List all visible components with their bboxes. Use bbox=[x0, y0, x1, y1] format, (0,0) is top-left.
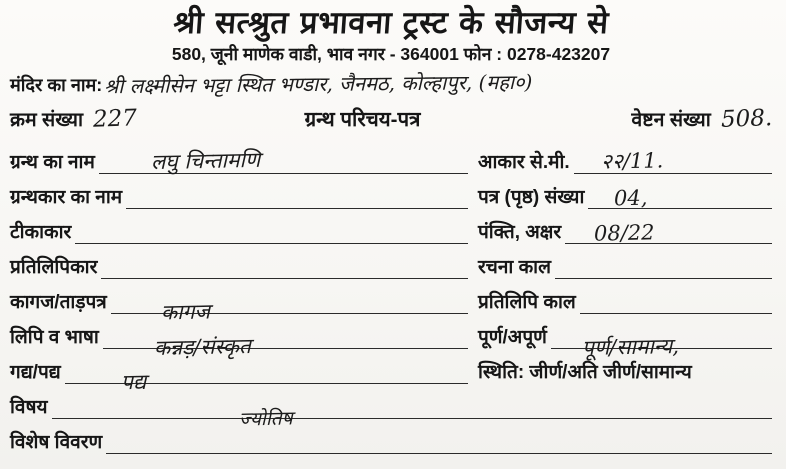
field-label: प्रतिलिपि काल bbox=[478, 291, 576, 313]
bundle-number-label: वेष्टन संख्या bbox=[631, 108, 711, 131]
fill-line bbox=[551, 313, 772, 360]
field-copyist bbox=[10, 244, 478, 279]
field-label: विषय bbox=[10, 396, 48, 418]
field-row bbox=[10, 209, 772, 244]
field-label: लिपि व भाषा bbox=[10, 326, 99, 348]
serial-number-value: 227 bbox=[92, 105, 138, 133]
field-label: पत्र (पृष्ठ) संख्या bbox=[478, 186, 585, 208]
field-row bbox=[10, 244, 772, 279]
fill-line bbox=[555, 243, 772, 279]
bundle-number-group bbox=[480, 105, 772, 132]
trust-title: श्री सत्श्रुत प्रभावना ट्रस्ट के सौजन्य से bbox=[172, 5, 610, 41]
field-paper-palmleaf bbox=[10, 279, 478, 325]
fields-grid bbox=[10, 139, 772, 454]
field-complete-incomplete bbox=[478, 314, 772, 360]
field-granth-name bbox=[10, 139, 478, 174]
field-label: रचना काल bbox=[478, 256, 551, 278]
field-label: गद्य/पद्य bbox=[10, 361, 61, 383]
field-lines-letters bbox=[478, 209, 772, 244]
fill-line bbox=[106, 418, 772, 454]
fill-line bbox=[101, 243, 468, 279]
field-label: प्रतिलिपिकार bbox=[10, 256, 98, 278]
field-row bbox=[10, 419, 772, 454]
field-size-cm bbox=[478, 139, 772, 174]
field-label: आकार से.मी. bbox=[478, 151, 570, 173]
fill-line bbox=[574, 138, 772, 174]
field-value: ज्योतिष bbox=[238, 407, 293, 431]
temple-name-value: श्री लक्ष्मीसेन भट्टा स्थित भण्डार, जैनमठ, कोल्हापुर, (महा०) bbox=[104, 69, 533, 99]
fill-line bbox=[696, 349, 772, 384]
fill-line bbox=[65, 348, 468, 395]
fill-line bbox=[75, 208, 468, 244]
field-row bbox=[10, 139, 772, 174]
field-label: पूर्ण/अपूर्ण bbox=[478, 326, 547, 348]
fill-line bbox=[111, 278, 468, 325]
field-value: पद्य bbox=[120, 369, 147, 395]
field-value: लघु चिन्तामणि bbox=[150, 147, 260, 174]
field-row bbox=[10, 279, 772, 325]
bundle-number-value: 508. bbox=[720, 104, 773, 133]
field-commentator bbox=[10, 209, 478, 244]
field-label: टीकाकार bbox=[10, 221, 72, 243]
field-author-name bbox=[10, 174, 478, 209]
field-value: कन्नड़/संस्कृत bbox=[153, 333, 252, 360]
serial-title-row bbox=[10, 105, 772, 133]
field-label: कागज/ताड़पत्र bbox=[10, 291, 107, 313]
field-row bbox=[10, 314, 772, 360]
serial-number-label: क्रम संख्या bbox=[10, 108, 84, 131]
fill-line bbox=[580, 278, 772, 314]
fill-line bbox=[565, 208, 772, 244]
field-label: ग्रन्थकार का नाम bbox=[10, 186, 123, 208]
field-row bbox=[10, 174, 772, 209]
field-value: पूर्ण/सामान्य, bbox=[581, 333, 679, 360]
field-value: २२/11. bbox=[601, 148, 664, 174]
field-script-language bbox=[10, 314, 478, 360]
trust-address: 580, जूनी माणेक वाडी, भाव नगर - 364001 फोन : 0278-423207 bbox=[171, 43, 611, 64]
field-label: ग्रन्थ का नाम bbox=[10, 151, 95, 173]
form-title: ग्रन्थ परिचय-पत्र bbox=[304, 107, 421, 131]
temple-name-row bbox=[10, 70, 772, 97]
field-label: स्थिति: जीर्ण/अति जीर्ण/सामान्य bbox=[478, 361, 692, 383]
fill-line bbox=[99, 138, 468, 174]
field-value: कागज bbox=[160, 299, 211, 325]
field-copy-period bbox=[478, 279, 772, 314]
field-label: विशेष विवरण bbox=[10, 431, 103, 453]
field-label: पंक्ति, अक्षर bbox=[478, 221, 562, 243]
fill-line bbox=[103, 313, 468, 360]
field-value: 04, bbox=[613, 185, 648, 211]
field-page-count bbox=[478, 174, 772, 209]
field-special-details bbox=[10, 419, 772, 454]
fill-line bbox=[588, 173, 772, 209]
field-composition-period bbox=[478, 244, 772, 279]
fill-line bbox=[52, 383, 773, 431]
temple-name-label: मंदिर का नाम: bbox=[10, 74, 103, 95]
field-value: 08/22 bbox=[593, 220, 655, 246]
serial-number-group bbox=[10, 105, 245, 132]
fill-line bbox=[126, 173, 468, 209]
header bbox=[10, 6, 772, 64]
